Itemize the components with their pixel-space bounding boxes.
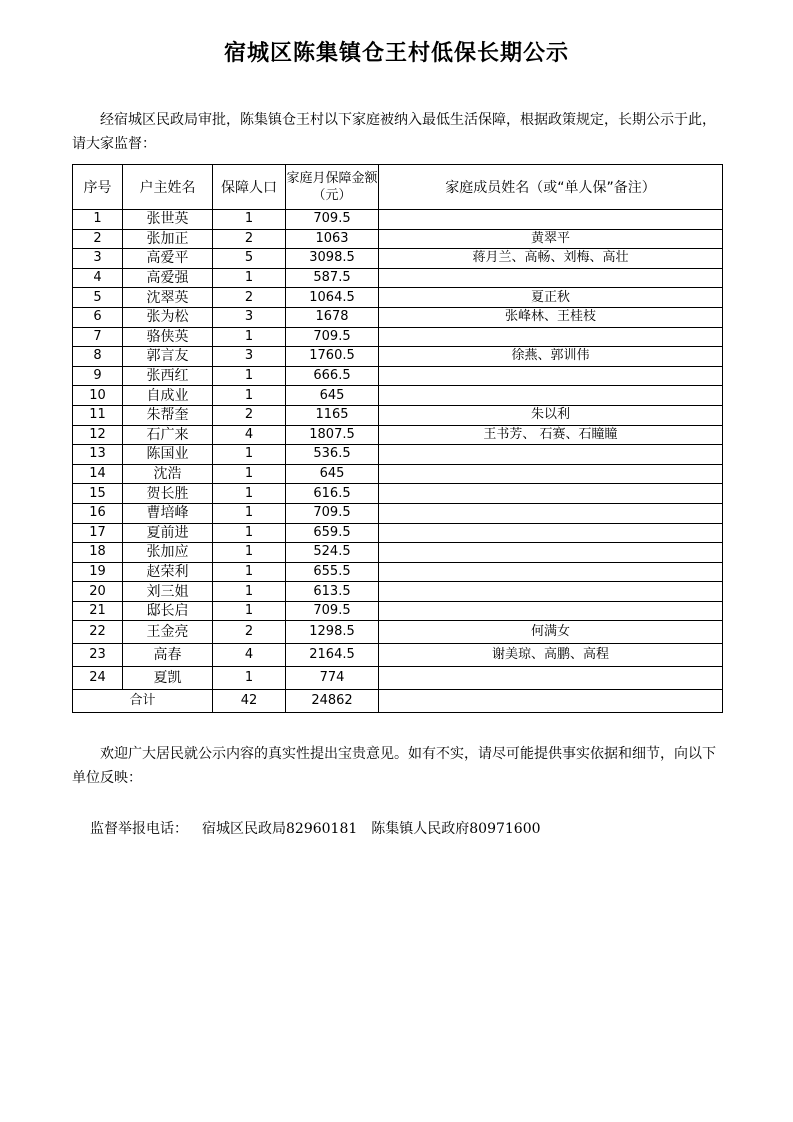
cell-name: 沈浩 xyxy=(123,464,213,484)
cell-members xyxy=(379,484,723,504)
cell-amount: 587.5 xyxy=(286,268,379,288)
cell-amount: 1760.5 xyxy=(286,347,379,367)
cell-no: 21 xyxy=(73,601,123,621)
cell-no: 13 xyxy=(73,445,123,465)
cell-people: 4 xyxy=(213,644,286,667)
cell-members xyxy=(379,386,723,406)
cell-no: 19 xyxy=(73,562,123,582)
cell-name: 张加正 xyxy=(123,229,213,249)
cell-members: 谢美琼、高鹏、高程 xyxy=(379,644,723,667)
cell-people: 1 xyxy=(213,366,286,386)
total-amount: 24862 xyxy=(286,690,379,713)
cell-name: 郭言友 xyxy=(123,347,213,367)
cell-members: 夏正秋 xyxy=(379,288,723,308)
cell-no: 20 xyxy=(73,582,123,602)
cell-people: 1 xyxy=(213,562,286,582)
cell-people: 1 xyxy=(213,464,286,484)
table-row xyxy=(73,644,723,667)
cell-members: 朱以利 xyxy=(379,405,723,425)
table-row xyxy=(73,268,723,288)
table-row xyxy=(73,523,723,543)
intro-paragraph: 经宿城区民政局审批，陈集镇仓王村以下家庭被纳入最低生活保障，根据政策规定，长期公示于此，请大家监督： xyxy=(72,112,716,152)
table-row xyxy=(73,210,723,230)
cell-name: 邸长启 xyxy=(123,601,213,621)
roster-table xyxy=(72,164,723,713)
cell-amount: 645 xyxy=(286,386,379,406)
cell-members: 蒋月兰、高畅、刘梅、高壮 xyxy=(379,249,723,269)
cell-members: 王书芳、 石赛、石瞳瞳 xyxy=(379,425,723,445)
cell-name: 王金亮 xyxy=(123,621,213,644)
cell-members: 黄翠平 xyxy=(379,229,723,249)
table-row xyxy=(73,425,723,445)
cell-no: 8 xyxy=(73,347,123,367)
header-people: 保障人口 xyxy=(213,165,286,210)
cell-name: 沈翠英 xyxy=(123,288,213,308)
header-no: 序号 xyxy=(73,165,123,210)
cell-no: 17 xyxy=(73,523,123,543)
table-row xyxy=(73,229,723,249)
cell-amount: 524.5 xyxy=(286,543,379,563)
cell-no: 23 xyxy=(73,644,123,667)
cell-name: 陈国业 xyxy=(123,445,213,465)
cell-no: 6 xyxy=(73,307,123,327)
cell-amount: 666.5 xyxy=(286,366,379,386)
table-row xyxy=(73,445,723,465)
cell-members xyxy=(379,543,723,563)
table-row xyxy=(73,484,723,504)
cell-people: 2 xyxy=(213,229,286,249)
cell-name: 张加应 xyxy=(123,543,213,563)
cell-people: 2 xyxy=(213,288,286,308)
total-label: 合计 xyxy=(73,690,213,713)
cell-amount: 774 xyxy=(286,667,379,690)
town-phone: 陈集镇人民政府80971600 xyxy=(371,821,541,837)
cell-people: 3 xyxy=(213,307,286,327)
cell-people: 1 xyxy=(213,667,286,690)
cell-people: 3 xyxy=(213,347,286,367)
table-row xyxy=(73,347,723,367)
header-members: 家庭成员姓名（或“单人保”备注） xyxy=(379,165,723,210)
cell-amount: 2164.5 xyxy=(286,644,379,667)
cell-name: 张西红 xyxy=(123,366,213,386)
contact-label: 监督举报电话： xyxy=(90,821,188,837)
cell-members xyxy=(379,582,723,602)
cell-people: 1 xyxy=(213,484,286,504)
table-row xyxy=(73,327,723,347)
table-row xyxy=(73,464,723,484)
cell-people: 1 xyxy=(213,582,286,602)
table-row xyxy=(73,288,723,308)
cell-no: 18 xyxy=(73,543,123,563)
cell-name: 曹培峰 xyxy=(123,503,213,523)
cell-amount: 709.5 xyxy=(286,327,379,347)
cell-members: 何满女 xyxy=(379,621,723,644)
cell-members: 张峰林、王桂枝 xyxy=(379,307,723,327)
cell-people: 1 xyxy=(213,210,286,230)
cell-amount: 616.5 xyxy=(286,484,379,504)
cell-amount: 536.5 xyxy=(286,445,379,465)
table-row xyxy=(73,601,723,621)
cell-name: 夏前进 xyxy=(123,523,213,543)
cell-amount: 655.5 xyxy=(286,562,379,582)
cell-members xyxy=(379,366,723,386)
table-row xyxy=(73,621,723,644)
cell-amount: 709.5 xyxy=(286,210,379,230)
cell-members xyxy=(379,268,723,288)
header-name: 户主姓名 xyxy=(123,165,213,210)
total-people: 42 xyxy=(213,690,286,713)
cell-amount: 1298.5 xyxy=(286,621,379,644)
cell-people: 2 xyxy=(213,621,286,644)
cell-people: 1 xyxy=(213,268,286,288)
cell-name: 高爱平 xyxy=(123,249,213,269)
cell-members xyxy=(379,327,723,347)
cell-people: 1 xyxy=(213,523,286,543)
cell-members xyxy=(379,562,723,582)
cell-people: 1 xyxy=(213,386,286,406)
table-row xyxy=(73,405,723,425)
cell-name: 夏凯 xyxy=(123,667,213,690)
cell-no: 15 xyxy=(73,484,123,504)
cell-people: 1 xyxy=(213,445,286,465)
cell-no: 1 xyxy=(73,210,123,230)
cell-name: 自成业 xyxy=(123,386,213,406)
cell-name: 高爱强 xyxy=(123,268,213,288)
cell-members xyxy=(379,464,723,484)
cell-members xyxy=(379,523,723,543)
cell-amount: 1678 xyxy=(286,307,379,327)
table-row xyxy=(73,543,723,563)
page-title: 宿城区陈集镇仓王村低保长期公示 xyxy=(223,40,569,66)
cell-members: 徐燕、郭训伟 xyxy=(379,347,723,367)
cell-amount: 1064.5 xyxy=(286,288,379,308)
cell-name: 高春 xyxy=(123,644,213,667)
total-members xyxy=(379,690,723,713)
table-row xyxy=(73,307,723,327)
cell-amount: 709.5 xyxy=(286,601,379,621)
cell-name: 赵荣利 xyxy=(123,562,213,582)
cell-people: 1 xyxy=(213,543,286,563)
cell-no: 5 xyxy=(73,288,123,308)
cell-amount: 1063 xyxy=(286,229,379,249)
cell-amount: 1807.5 xyxy=(286,425,379,445)
cell-people: 4 xyxy=(213,425,286,445)
cell-no: 4 xyxy=(73,268,123,288)
cell-amount: 709.5 xyxy=(286,503,379,523)
cell-name: 张为松 xyxy=(123,307,213,327)
table-row xyxy=(73,562,723,582)
cell-members xyxy=(379,667,723,690)
cell-no: 12 xyxy=(73,425,123,445)
cell-members xyxy=(379,503,723,523)
cell-no: 7 xyxy=(73,327,123,347)
bureau-phone: 宿城区民政局82960181 xyxy=(202,821,358,837)
cell-people: 1 xyxy=(213,327,286,347)
table-row xyxy=(73,667,723,690)
cell-people: 5 xyxy=(213,249,286,269)
cell-members xyxy=(379,601,723,621)
cell-no: 9 xyxy=(73,366,123,386)
closing-paragraph: 欢迎广大居民就公示内容的真实性提出宝贵意见。如有不实，请尽可能提供事实依据和细节，向以下单位反映： xyxy=(72,746,716,786)
cell-people: 1 xyxy=(213,601,286,621)
table-row xyxy=(73,386,723,406)
cell-no: 11 xyxy=(73,405,123,425)
cell-no: 24 xyxy=(73,667,123,690)
cell-amount: 659.5 xyxy=(286,523,379,543)
header-amount: 家庭月保障金额（元） xyxy=(286,165,379,210)
cell-name: 朱帮奎 xyxy=(123,405,213,425)
table-row xyxy=(73,249,723,269)
cell-amount: 613.5 xyxy=(286,582,379,602)
cell-people: 2 xyxy=(213,405,286,425)
table-body xyxy=(73,210,723,690)
cell-no: 2 xyxy=(73,229,123,249)
cell-members xyxy=(379,210,723,230)
cell-name: 骆侠英 xyxy=(123,327,213,347)
cell-name: 张世英 xyxy=(123,210,213,230)
cell-amount: 3098.5 xyxy=(286,249,379,269)
cell-amount: 1165 xyxy=(286,405,379,425)
cell-name: 石广来 xyxy=(123,425,213,445)
cell-name: 刘三姐 xyxy=(123,582,213,602)
table-row xyxy=(73,582,723,602)
cell-no: 10 xyxy=(73,386,123,406)
table-row xyxy=(73,366,723,386)
cell-name: 贺长胜 xyxy=(123,484,213,504)
cell-members xyxy=(379,445,723,465)
cell-people: 1 xyxy=(213,503,286,523)
table-row xyxy=(73,503,723,523)
table-header-row xyxy=(73,165,723,210)
cell-no: 14 xyxy=(73,464,123,484)
cell-no: 3 xyxy=(73,249,123,269)
total-row xyxy=(73,690,723,713)
cell-no: 16 xyxy=(73,503,123,523)
contact-line xyxy=(90,818,555,838)
cell-no: 22 xyxy=(73,621,123,644)
cell-amount: 645 xyxy=(286,464,379,484)
